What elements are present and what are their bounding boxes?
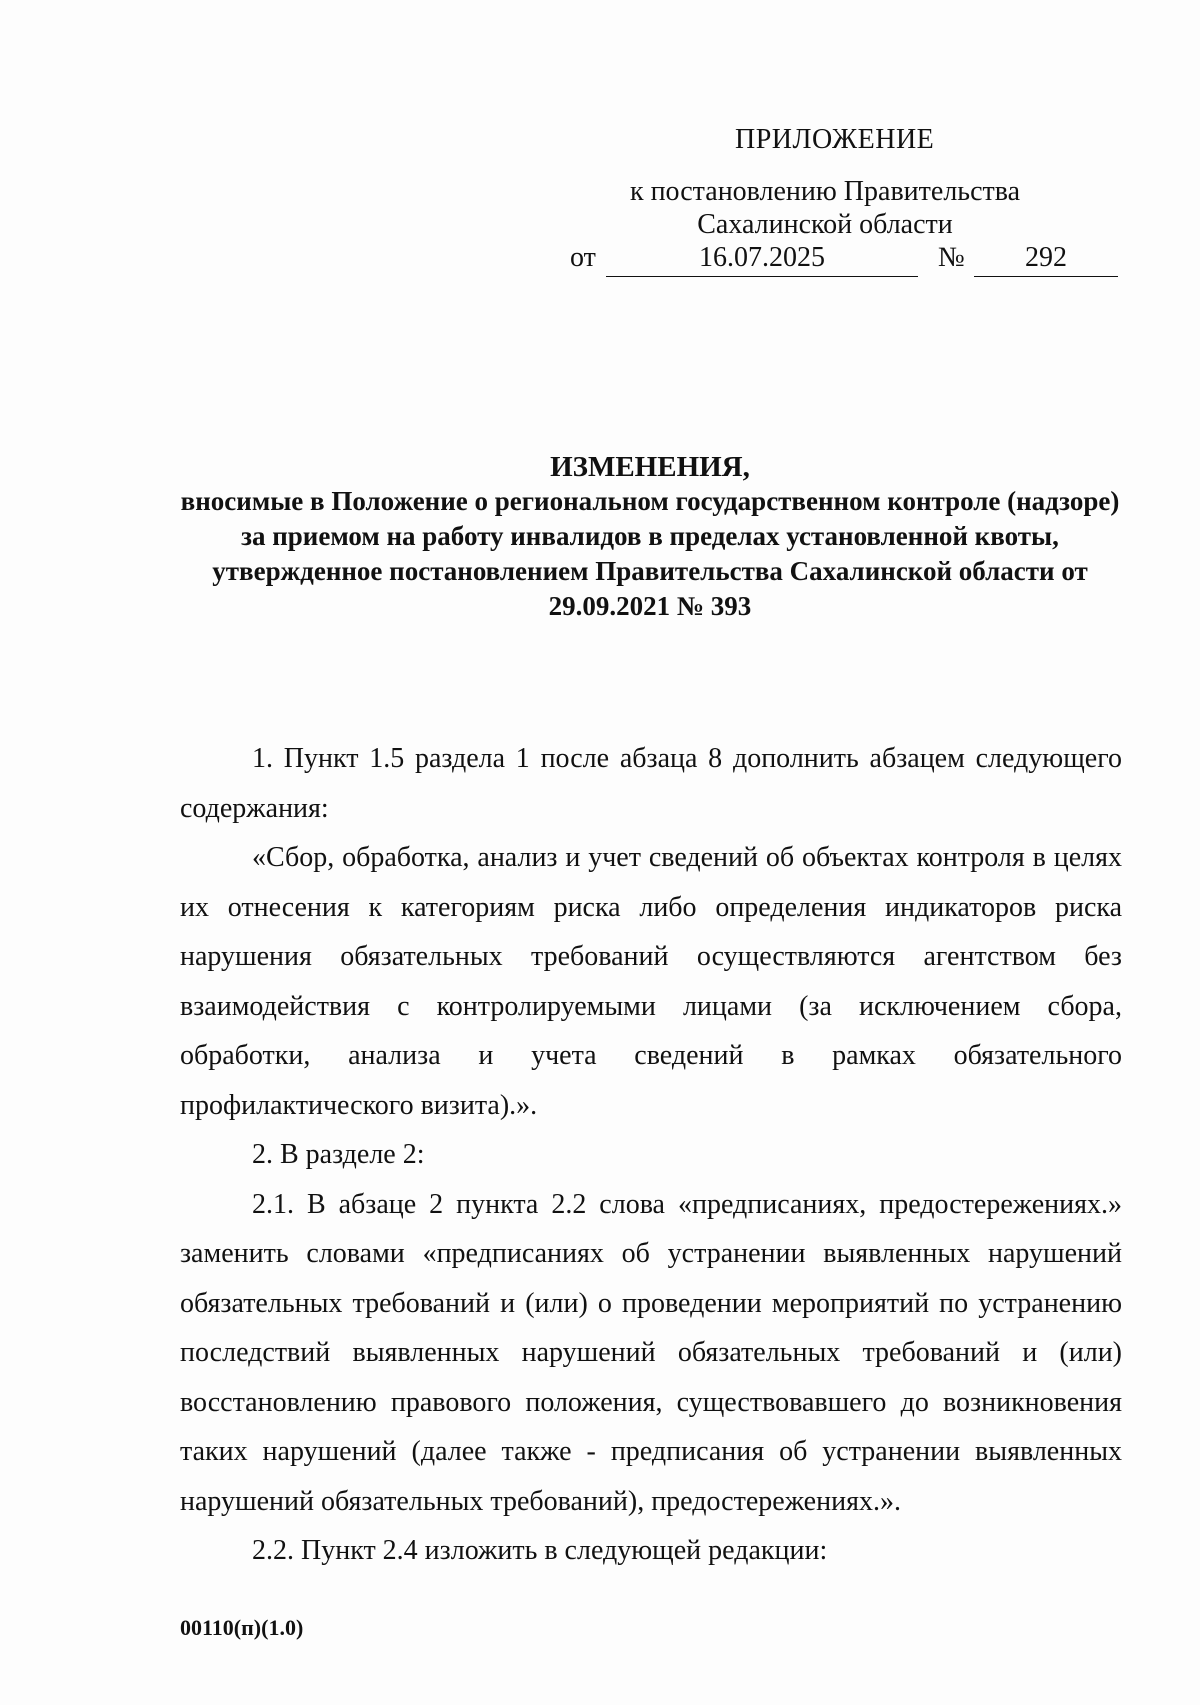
document-body: [180, 734, 1122, 1576]
number-sign: №: [938, 242, 965, 273]
appendix-reference-line: к постановлению Правительства: [629, 176, 1021, 207]
paragraph-1: 1. Пункт 1.5 раздела 1 после абзаца 8 дополнить абзацем следующего содержания:: [180, 743, 1122, 824]
document-title-block: [170, 450, 1130, 624]
document-date: 16.07.2025: [606, 242, 918, 277]
appendix-region-line: Сахалинской области: [697, 209, 953, 240]
document-subtitle: вносимые в Положение о региональном государственном контроле (надзоре) за приемом на работу инвалидов в пределах установленной квоты, утвержденное постановлением Правительства Сахалинской области от 29.09.2021 № 393: [180, 486, 1120, 621]
paragraph-5: 2.2. Пункт 2.4 изложить в следующей редакции:: [252, 1535, 828, 1566]
document-number: 292: [974, 242, 1118, 277]
date-number-row: [570, 242, 1130, 282]
date-prefix: от: [570, 242, 596, 273]
paragraph-3: 2. В разделе 2:: [252, 1139, 425, 1170]
appendix-title: ПРИЛОЖЕНИЕ: [735, 124, 935, 155]
form-code: 00110(п)(1.0): [180, 1615, 304, 1640]
document-title: ИЗМЕНЕНИЯ,: [550, 451, 750, 483]
paragraph-2: «Сбор, обработка, анализ и учет сведений об объектах контроля в целях их отнесения к категориям риска либо определения индикаторов риска нарушения обязательных требований осуществляются агентством без взаимодействия с контролируемыми лицами (за исключением сбора, обработки, анализа и учета сведений в рамках обязательного профилактического визита).».: [180, 842, 1122, 1121]
paragraph-4: 2.1. В абзаце 2 пункта 2.2 слова «предписаниях, предостережениях.» заменить словами «предписаниях об устранении выявленных нарушений обязательных требований и (или) о проведении мероприятий по устранению последствий выявленных нарушений обязательных требований и (или) восстановлению правового положения, существовавшего до возникновения таких нарушений (далее также - предписания об устранении выявленных нарушений обязательных требований), предостережениях.».: [180, 1188, 1122, 1517]
